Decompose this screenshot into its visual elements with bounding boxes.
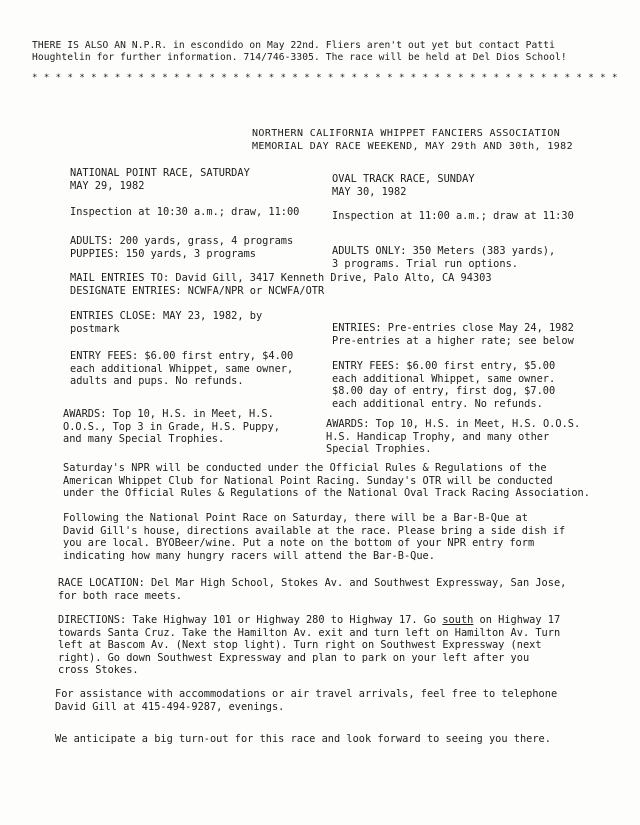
directions-paragraph: DIRECTIONS: Take Highway 101 or Highway 280 to Highway 17. Go south on Highway 17 towards Santa Cruz. Take the Hamilton Av. exit and turn left on Hamilton Av. Turn left at Bascom Av. (Next stop light). Turn right on Southwest Expressway (next right). Go down Southwest Expressway and plan to park on your left after you cross Stokes. [58,614,561,677]
otr-programs [332,245,555,270]
otr-entry-fees: ENTRY FEES: $6.00 first entry, $5.00 each additional Whippet, same owner. $8.00 day of entry, first dog, $7.00 each additional entry. No refunds. [332,360,556,410]
event-title: MEMORIAL DAY RACE WEEKEND, MAY 29th AND 30th, 1982 [252,140,574,152]
barbecue-paragraph: Following the National Point Race on Saturday, there will be a Bar-B-Que at David Gill's house, directions available at the race. Please bring a side dish if you are local. BYOBeer/wine. Put a note on the bottom of your NPR entry form indicating how many hungry racers will attend the Bar-B-Que. [63,512,566,562]
rules-paragraph: Saturday's NPR will be conducted under the Official Rules & Regulations of the American Whippet Club for National Point Racing. Sunday's OTR will be conducted under the Official Rules & Regulations of the National Oval Track Racing Association. [63,462,590,500]
npr-awards: AWARDS: Top 10, H.S. in Meet, H.S. O.O.S., Top 3 in Grade, H.S. Puppy, and many Special Trophies. [63,408,280,446]
org-name: NORTHERN CALIFORNIA WHIPPET FANCIERS ASSOCIATION [252,128,561,139]
npr-entry-fees: ENTRY FEES: $6.00 first entry, $4.00 each additional Whippet, same owner, adults and pups. No refunds. [70,350,294,388]
npr-title-block [70,167,250,192]
assistance-paragraph: For assistance with accommodations or air travel arrivals, feel free to telephone David Gill at 415-494-9287, evenings. [55,688,558,713]
mail-entries [70,272,492,297]
otr-awards: AWARDS: Top 10, H.S. in Meet, H.S. O.O.S. H.S. Handicap Trophy, and many other Special Trophies. [326,418,581,456]
npr-date: MAY 29, 1982 [70,179,145,192]
npr-adults: ADULTS: 200 yards, grass, 4 programs [70,235,294,247]
npr-inspection: Inspection at 10:30 a.m.; draw, 11:00 [70,206,300,218]
npr-programs [70,235,293,260]
race-location: RACE LOCATION: Del Mar High School, Stokes Av. and Southwest Expressway, San Jose, for both race meets. [58,577,567,602]
otr-inspection: Inspection at 11:00 a.m.; draw at 11:30 [332,210,574,222]
npr-entries-close: ENTRIES CLOSE: MAY 23, 1982, by postmark [70,310,263,335]
otr-title: OVAL TRACK RACE, SUNDAY [332,173,475,185]
otr-adults-line-1: ADULTS ONLY: 350 Meters (383 yards), [332,245,556,257]
south-underlined: south [442,614,474,626]
otr-date: MAY 30, 1982 [332,185,407,198]
otr-entries: ENTRIES: Pre-entries close May 24, 1982 Pre-entries at a higher rate; see below [332,322,574,347]
notice-line-2: Houghtelin for further information. 714/746-3305. The race will be held at Del Dios School! [32,52,567,63]
otr-adults-line-2: 3 programs. Trial run options. [332,257,518,270]
notice-line-1: THERE IS ALSO AN N.P.R. in escondido on May 22nd. Fliers aren't out yet but contact Patti [32,40,555,51]
directions-line-1: DIRECTIONS: Take Highway 101 or Highway 280 to Highway 17. Go south on Highway 17 [58,614,561,626]
star-separator: * * * * * * * * * * * * * * * * * * * * * * * * * * * * * * * * * * * * * * * * * * * * * * * * * * [32,73,618,83]
designate-entries: DESIGNATE ENTRIES: NCWFA/NPR or NCWFA/OTR [70,284,325,297]
otr-title-block [332,173,475,198]
npr-notice [32,40,567,64]
npr-puppies: PUPPIES: 150 yards, 3 programs [70,247,256,260]
event-header [252,128,573,153]
npr-title: NATIONAL POINT RACE, SATURDAY [70,167,250,179]
closing-line: We anticipate a big turn-out for this race and look forward to seeing you there. [55,733,551,745]
mail-address: MAIL ENTRIES TO: David Gill, 3417 Kenneth Drive, Palo Alto, CA 94303 [70,272,492,284]
